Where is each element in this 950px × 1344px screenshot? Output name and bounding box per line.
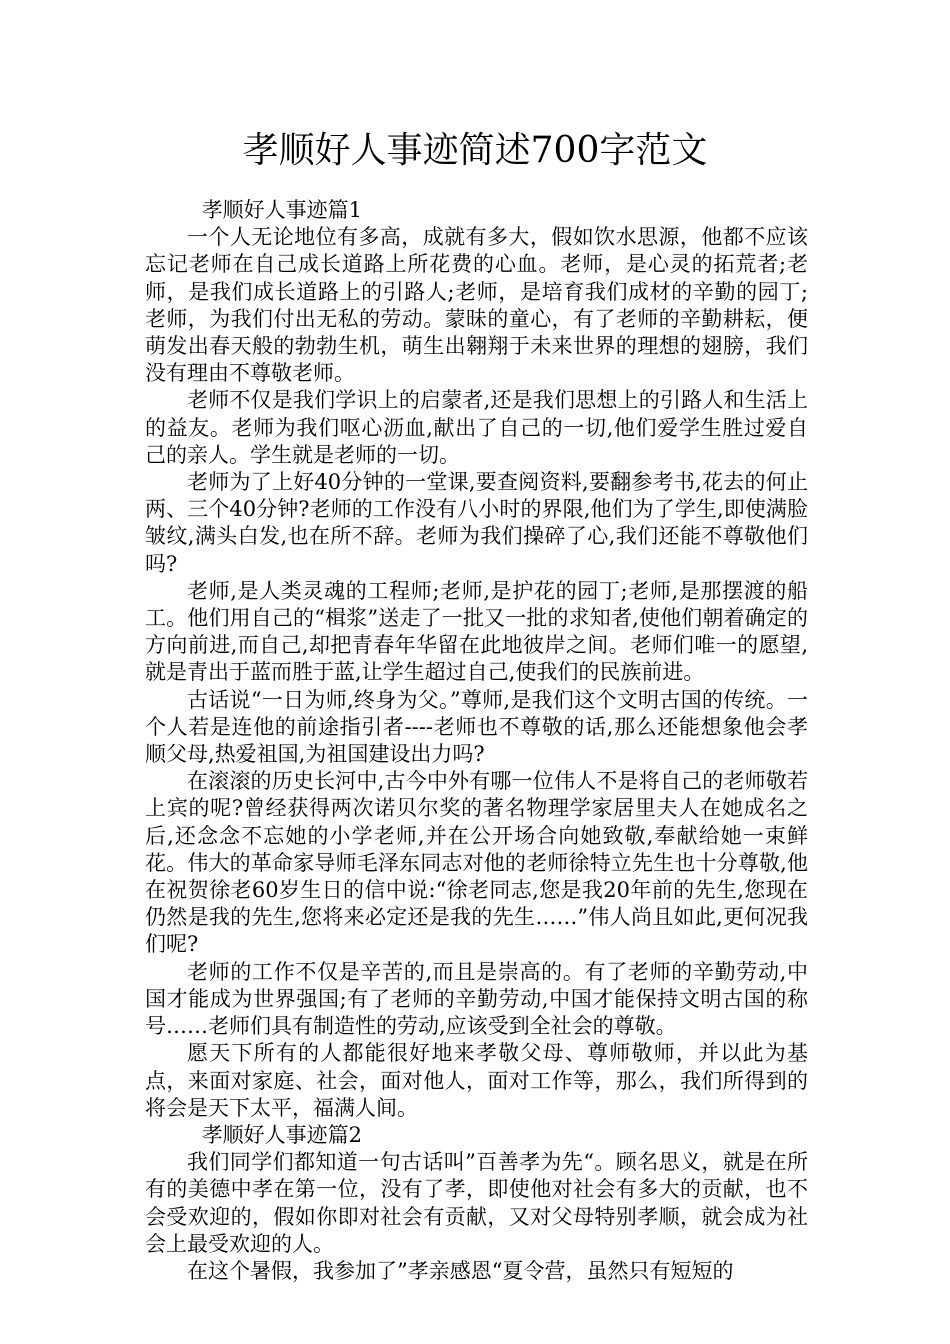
paragraph: 我们同学们都知道一句古话叫”百善孝为先“。顾名思义，就是在所有的美德中孝在第一位，没有了孝，即使他对社会有多大的贡献，也不会受欢迎的，假如你即对社会有贡献，又对父母特别孝顺，就会成为社会上最受欢迎的人。: [145, 1150, 808, 1256]
section-heading: 孝顺好人事迹篇2: [201, 1122, 363, 1147]
document-body: [145, 197, 808, 1285]
paragraph: 在这个暑假，我参加了”孝亲感恩“夏令营，虽然只有短短的: [187, 1258, 734, 1283]
section-heading: 孝顺好人事迹篇1: [201, 198, 363, 222]
paragraph: 在滚滚的历史长河中,古今中外有哪一位伟人不是将自己的老师敬若上宾的呢?曾经获得两次诺贝尔奖的著名物理学家居里夫人在她成名之后,还念念不忘她的小学老师,并在公开场合向她致敬,奉献给她一束鲜花。伟大的革命家导师毛泽东同志对他的老师徐特立先生也十分尊敬,他在祝贺徐老60岁生日的信中说:“徐老同志,您是我20年前的先生,您现在仍然是我的先生,您将来必定还是我的先生……”伟人尚且如此,更何况我们呢?: [145, 769, 808, 957]
paragraph: 老师不仅是我们学识上的启蒙者,还是我们思想上的引路人和生活上的益友。老师为我们呕心沥血,献出了自己的一切,他们爱学生胜过爱自己的亲人。学生就是老师的一切。: [145, 388, 808, 467]
document-title: 孝顺好人事迹简述700字范文: [242, 130, 708, 171]
paragraph: 一个人无论地位有多高，成就有多大，假如饮水思源，他都不应该忘记老师在自己成长道路上所花费的心血。老师，是心灵的拓荒者;老师，是我们成长道路上的引路人;老师，是培育我们成材的辛勤的园丁;老师，为我们付出无私的劳动。蒙昧的童心，有了老师的辛勤耕耘，便萌发出春天般的勃勃生机，萌生出翱翔于未来世界的理想的翅膀，我们没有理由不尊敬老师。: [145, 225, 808, 386]
paragraph: 愿天下所有的人都能很好地来孝敬父母、尊师敬师，并以此为基点，来面对家庭、社会，面对他人，面对工作等，那么，我们所得到的将会是天下太平，福满人间。: [145, 1041, 808, 1120]
paragraph: 老师的工作不仅是辛苦的,而且是崇高的。有了老师的辛勤劳动,中国才能成为世界强国;有了老师的辛勤劳动,中国才能保持文明古国的称号……老师们具有制造性的劳动,应该受到全社会的尊敬。: [145, 959, 808, 1039]
paragraph: 老师,是人类灵魂的工程师;老师,是护花的园丁;老师,是那摆渡的船工。他们用自己的“楫浆”送走了一批又一批的求知者,使他们朝着确定的方向前进,而自己,却把青春年华留在此地彼岸之间。老师们唯一的愿望,就是青出于蓝而胜于蓝,让学生超过自己,使我们的民族前进。: [145, 578, 808, 685]
paragraph: 老师为了上好40分钟的一堂课,要查阅资料,要翻参考书,花去的何止两、三个40分钟?老师的工作没有八小时的界限,他们为了学生,即使满脸皱纹,满头白发,也在所不辞。老师为我们操碎了心,我们还能不尊敬他们吗?: [145, 470, 808, 576]
paragraph: 古话说“一日为师,终身为父。”尊师,是我们这个文明古国的传统。一个人若是连他的前途指引者----老师也不尊敬的话,那么还能想象他会孝顺父母,热爱祖国,为祖国建设出力吗?: [145, 687, 808, 767]
